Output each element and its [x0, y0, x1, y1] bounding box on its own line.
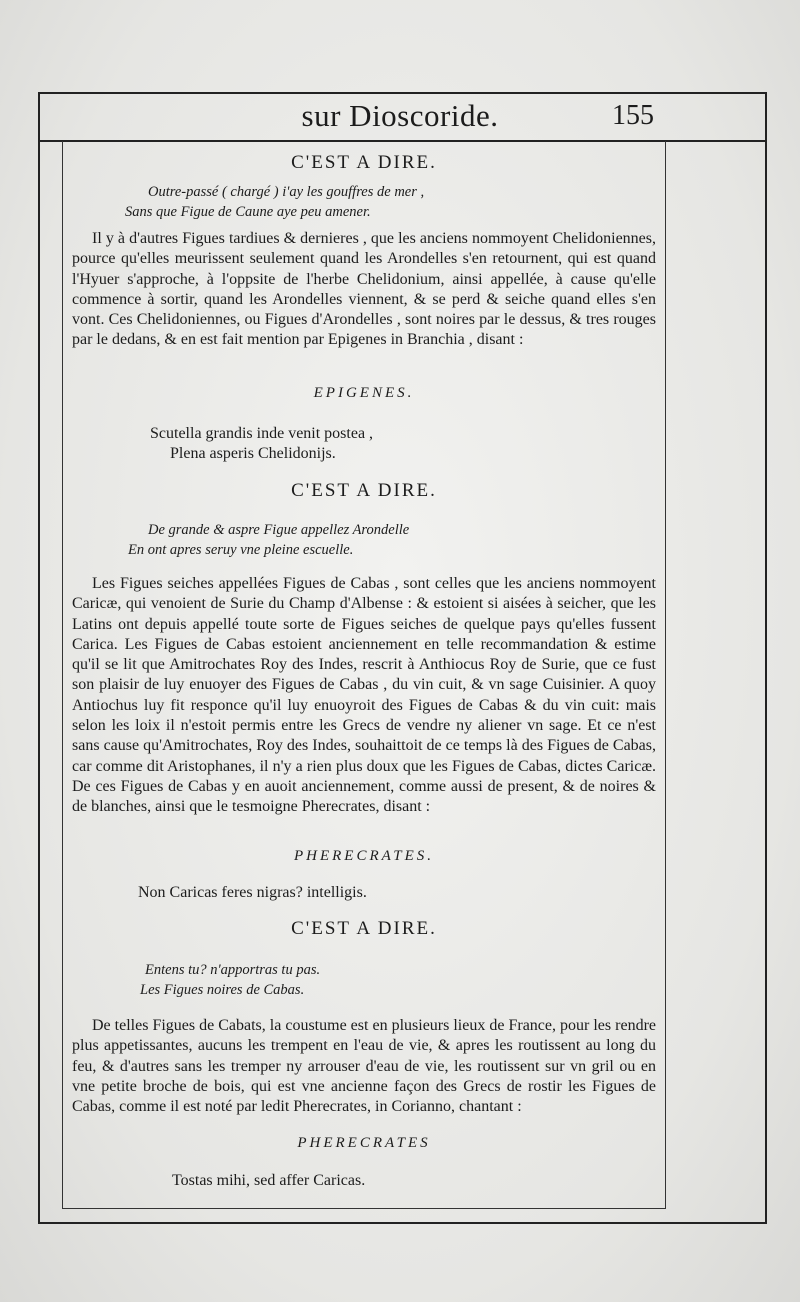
- latin-verse: Non Caricas feres nigras? intelligis.: [138, 884, 367, 901]
- page-number: 155: [612, 100, 654, 131]
- latin-verse: Plena asperis Chelidonijs.: [170, 445, 336, 462]
- speaker-name: EPIGENES.: [313, 385, 415, 401]
- speaker-name: PHERECRATES: [297, 1135, 431, 1151]
- heading-cest-a-dire-3: C'EST A DIRE.: [291, 918, 437, 939]
- paragraph: De telles Figues de Cabats, la coustume est en plusieurs lieux de France, pour les rendre plus appetissantes, aucuns les trempent en l'eau de vie, & apres les routissent au long du feu, & d'autres sans les tremper ny arrouser d'eau de vie, les routissent sur vn gril ou en vne petite broche de bois, qui est vne ancienne façon des Grecs de rostir les Figues de Cabas, comme il est noté par ledit Pherecrates, in Corianno, chantant :: [72, 1017, 656, 1116]
- paragraph: Il y à d'autres Figues tardiues & dernieres , que les anciens nommoyent Chelidoniennes, pource qu'elles meurissent seulement quand les Arondelles s'en retournent, qui est quand l'Hyuer s'approche, à l'oppsite de l'herbe Chelidonium, ainsi appellée, à cause qu'elle commence à sortir, quand les Arondelles viennent, & se perd & seiche quand elles s'en vont. Ces Chelidoniennes, ou Figues d'Arondelles , sont noires par le dessus, & tres rouges par le dedans, & en est fait mention par Epigenes in Branchia , disant :: [72, 230, 656, 349]
- paragraph: Les Figues seiches appellées Figues de Cabas , sont celles que les anciens nommoyent Caricæ, qui venoient de Surie du Champ d'Albense : & estoient si aisées à seicher, que les Latins ont depuis appellé toute sorte de Figues seiches de quelque pays qu'elles fussent Carica. Les Figues de Cabas estoient anciennement en telle recommandation & estime qu'il se lit que Amitrochates Roy des Indes, rescrit à Anthiocus Roy de Surie, que ce fust son plaisir de luy enuoyer des Figues de Cabas , du vin cuit, & vn sage Cuisinier. A quoy Antiochus luy fit responce qu'il luy enuoyroit des Figues de Cabas & du vin cuit: mais selon les loix il n'estoit permis entre les Grecs de vendre ny aliener vn sage. Et ce n'est sans cause qu'Amitrochates, Roy des Indes, souhaittoit de ce temps là des Figues de Cabas, car comme dit Aristophanes, il n'y a rien plus doux que les Figues de Cabas, dictes Caricæ. De ces Figues de Cabas y en auoit anciennement, comme aussi de present, & de noires & de blanches, ainsi que le tesmoigne Pherecrates, disant :: [72, 575, 656, 816]
- verse-line: En ont apres seruy vne pleine escuelle.: [128, 542, 354, 558]
- verse-line: Entens tu? n'apportras tu pas.: [145, 962, 321, 978]
- speaker-name: PHERECRATES.: [293, 848, 434, 864]
- verse-line: Sans que Figue de Caune aye peu amener.: [125, 204, 371, 220]
- verse-line: Les Figues noires de Cabas.: [140, 982, 305, 998]
- running-head: sur Dioscoride.: [301, 98, 499, 133]
- latin-verse: Tostas mihi, sed affer Caricas.: [172, 1172, 366, 1189]
- heading-cest-a-dire-1: C'EST A DIRE.: [291, 152, 437, 173]
- heading-cest-a-dire-2: C'EST A DIRE.: [291, 480, 437, 501]
- verse-line: Outre-passé ( chargé ) i'ay les gouffres de mer ,: [148, 184, 425, 200]
- latin-verse: Scutella grandis inde venit postea ,: [150, 425, 374, 442]
- verse-line: De grande & aspre Figue appellez Arondelle: [148, 522, 410, 538]
